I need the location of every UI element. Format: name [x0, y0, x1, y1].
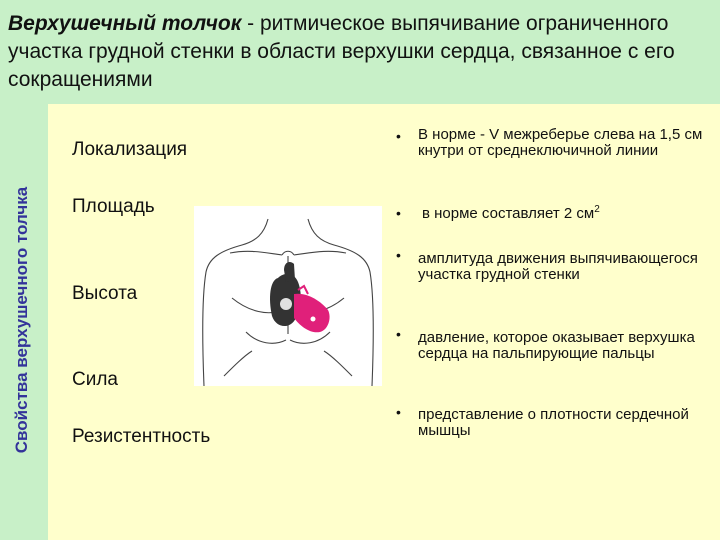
- property-force: Сила: [72, 369, 118, 390]
- left-clavicle: [230, 251, 282, 255]
- bullet-1: •: [396, 128, 401, 144]
- apex-impulse-highlight: [294, 294, 330, 333]
- title-term: Верхушечный толчок: [8, 12, 242, 35]
- description-force: давление, которое оказывает верхушка сердца на пальпирующие пальцы: [418, 329, 695, 362]
- property-height: Высота: [72, 283, 138, 304]
- right-costal-arch: [290, 332, 330, 343]
- property-area: Площадь: [72, 196, 155, 217]
- area-unit-power: 2: [594, 204, 600, 215]
- heart-highlight: [280, 298, 292, 310]
- left-costal-arch: [246, 332, 286, 343]
- title-definition: - ритмическое выпячивание ограниченного участка грудной стенки в области верхушки сердца, связанное с его сокращениями: [8, 12, 675, 91]
- content-panel: [48, 104, 720, 540]
- bullet-2: •: [396, 205, 401, 221]
- bullet-4: •: [396, 326, 401, 342]
- right-lower-line: [324, 351, 352, 376]
- left-torso-outline: [203, 219, 268, 386]
- bullet-5: •: [396, 404, 401, 420]
- great-vessels: [284, 262, 295, 282]
- side-label: Свойства верхушечного толчка: [12, 186, 31, 454]
- description-localization: В норме - V межреберье слева на 1,5 см кнутри от среднеключичной линии: [418, 126, 703, 159]
- description-resistance: представление о плотности сердечной мышцы: [418, 406, 689, 439]
- heart-drawing: [270, 262, 330, 332]
- description-area-text: в норме составляет 2 см: [422, 205, 595, 222]
- apex-dot: [311, 317, 316, 322]
- bullet-3: •: [396, 247, 401, 263]
- left-lower-line: [224, 351, 252, 376]
- chest-heart-svg: [194, 206, 382, 386]
- slide-title: [8, 10, 708, 94]
- property-localization: Локализация: [72, 139, 188, 160]
- right-clavicle: [294, 251, 346, 255]
- description-area: [422, 206, 714, 222]
- property-resistance: Резистентность: [72, 426, 211, 447]
- jugular-notch: [282, 251, 294, 255]
- description-height: амплитуда движения выпячивающегося участка грудной стенки: [418, 250, 698, 283]
- chest-heart-illustration: [194, 206, 382, 386]
